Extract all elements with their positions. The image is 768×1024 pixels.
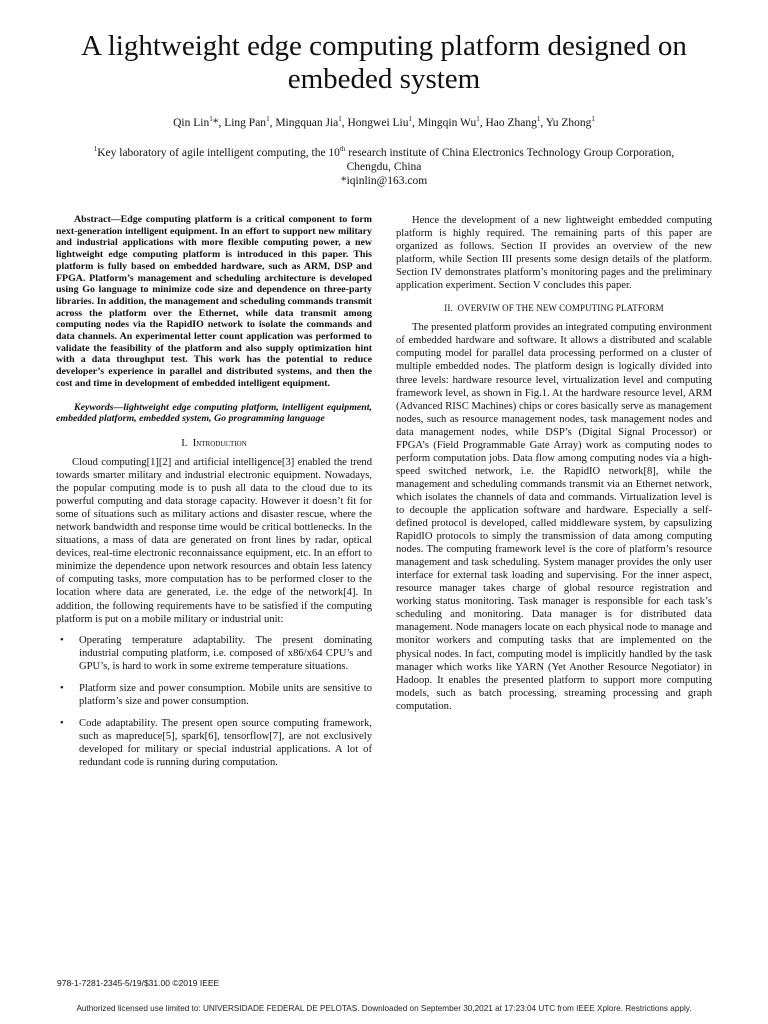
overview-paragraph: The presented platform provides an integrated computing environment of embedded hardware and software. It allows a distributed and scalable computing model for parallel data processing performed on a cluster of multiple embedded nodes. The platform design is logically divided into three levels: hardware resource level, virtualization level and computing framework level, as shown in Fig.1. At the hardware resource level, ARM (Advanced RISC Machines) chips or cores basically serve as management nodes, such as resource management nodes, task management nodes and data management nodes, while DSP’s (Digital Signal Processor) or FPGA’s (Field Programmable Gate Array) work as computing nodes to perform computation jobs. Data flow among computing nodes via a high-speed switched network, i.e. the RapidIO network[8], while the management and scheduling commands transmit via an Ethernet network, which isolates the channels of data and commands. Virtualization level is to decouple the application software and hardware. Especially a self-defined protocol is developed, called middleware system, by capsulizing RapidIO protocols to simply the transmission of data among computing nodes. The computing framework level is the core of platform’s resource management and task scheduling. System manager provides the only user interface for external task loading and supervising. For the inner aspect, resource manager takes charge of global resource registration and working status monitoring. Task manager is responsible for each task’s scheduling and monitoring. Data manager is for distributed data management. Node managers locate on each physical node to manage and monitor workers and computing tasks that are implemented on the physical nodes. In fact, computing model is implicitly handled by the task manager which works like YARN (Yet Another Resource Negotiator) in Hadoop. It enables the presented platform to support more computing models, such as batch processing, streaming processing and graph computation. — [396, 322, 712, 712]
author: Mingqin Wu$^1$ — [417, 115, 480, 129]
copyright-footer: 978-1-7281-2345-5/19/$31.00 ©2019 IEEE — [57, 978, 220, 988]
section-2-heading: II. OVERVIW OF THE NEW COMPUTING PLATFORM — [444, 303, 664, 314]
keywords: Keywords—lightweight edge computing platform, intelligent equipment, embedded platform, embedded system, Go programming language — [56, 401, 372, 425]
right-column — [396, 214, 712, 713]
requirements-list — [56, 634, 372, 769]
title-line-1: A lightweight edge computing platform designed on — [81, 30, 687, 62]
paper-title — [40, 30, 728, 96]
author: Qin Lin$^1$* — [173, 115, 219, 129]
left-column — [56, 214, 372, 778]
author: Ling Pan$^1$ — [224, 115, 270, 129]
author: Hongwei Liu$^1$ — [347, 115, 413, 129]
affiliation-line-1: $^1$Key laboratory of agile intelligent computing, the 10th research institute of China Electronics Technology Group Corporation, — [93, 145, 675, 159]
list-item: • Code adaptability. The present open source computing framework, such as mapreduce[5], spark[6], tensorflow[7], are not exclusively developed for military or special industrial applications. A lot of redundant code is running during computation. — [60, 717, 372, 768]
author: Yu Zhong$^1$ — [545, 115, 595, 129]
title-line-2: embeded system — [287, 63, 481, 95]
author: Hao Zhang$^1$ — [485, 115, 541, 129]
intro-continuation: Hence the development of a new lightweight embedded computing platform is highly required. The remaining parts of this paper are organized as follows. Section II provides an overview of the new platform, while Section III presents some design details of the platform. Section IV demonstrates platform’s monitoring pages and the preliminary application experiment. Section V concludes this paper. — [396, 215, 712, 292]
section-1-heading: I. Introduction — [181, 437, 247, 449]
author: Mingquan Jia$^1$ — [275, 115, 342, 129]
contact-email: *iqinlin@163.com — [340, 175, 428, 187]
affiliation — [40, 146, 728, 188]
license-notice: Authorized licensed use limited to: UNIVERSIDADE FEDERAL DE PELOTAS. Downloaded on September 30,2021 at 17:23:04 UTC from IEEE Xplore. Restrictions apply. — [76, 1004, 692, 1013]
list-item: • Operating temperature adaptability. The present dominating industrial computing platform, i.e. composed of x86/x64 CPU’s and GPU’s, is hard to work in some extreme temperature situations. — [60, 634, 372, 672]
intro-paragraph: Cloud computing[1][2] and artificial intelligence[3] enabled the trend towards smarter military and industrial electronic equipment. Nowadays, the popular computing mode is to push all data to the cloud due to its powerful computing and data storage capacity. However it doesn’t fit for some of situations such as military actions and disaster rescue, where the network bandwidth and response time would be critical bottlenecks. In the situations, a mass of data are generated on front lines by radar, optical devices, real-time electronic reconnaissance equipment, etc. In an effort to minimize the dependence upon network resources and obtain less latency of computing tasks, more computation has to be performed closer to the location where data are generated, i.e. the edge of the network[4]. In addition, the following requirements have to be satisfied if the computing platform is put on a mobile military or industrial unit: — [56, 457, 372, 625]
affiliation-city: Chengdu, China — [346, 161, 422, 173]
list-item: • Platform size and power consumption. Mobile units are sensitive to platform’s size and power consumption. — [60, 682, 372, 707]
author-list: Qin Lin$^1$*, Ling Pan$^1$, Mingquan Jia$^1$, Hongwei Liu$^1$, Mingqin Wu$^1$, Hao Zhang$^1$, Yu Zhong$^1$ — [173, 115, 595, 129]
abstract: Abstract—Edge computing platform is a critical component to form next-generation intelligent equipment. In an effort to support new military and industrial applications with more flexible computing power, a new lightweight edge computing platform is introduced in this paper. This platform is fully based on embedded hardware, such as ARM, DSP and FPGA. Platform’s management and scheduling architecture is developed using Go language to minimize code size and dependence on three-party libraries. In addition, the management and scheduling commands transmit across the platform over the Ethernet, while data transmit among computing nodes via the RapidIO network to isolate the commands and data channels. An experimental letter count application was performed to validate the feasibility of the platform and also supply optimization hint with a data throughput test. This work has the potential to reduce developer’s experience in parallel and distributed systems, and then the cost and time in development of embedded intelligent equipment. — [56, 214, 372, 389]
